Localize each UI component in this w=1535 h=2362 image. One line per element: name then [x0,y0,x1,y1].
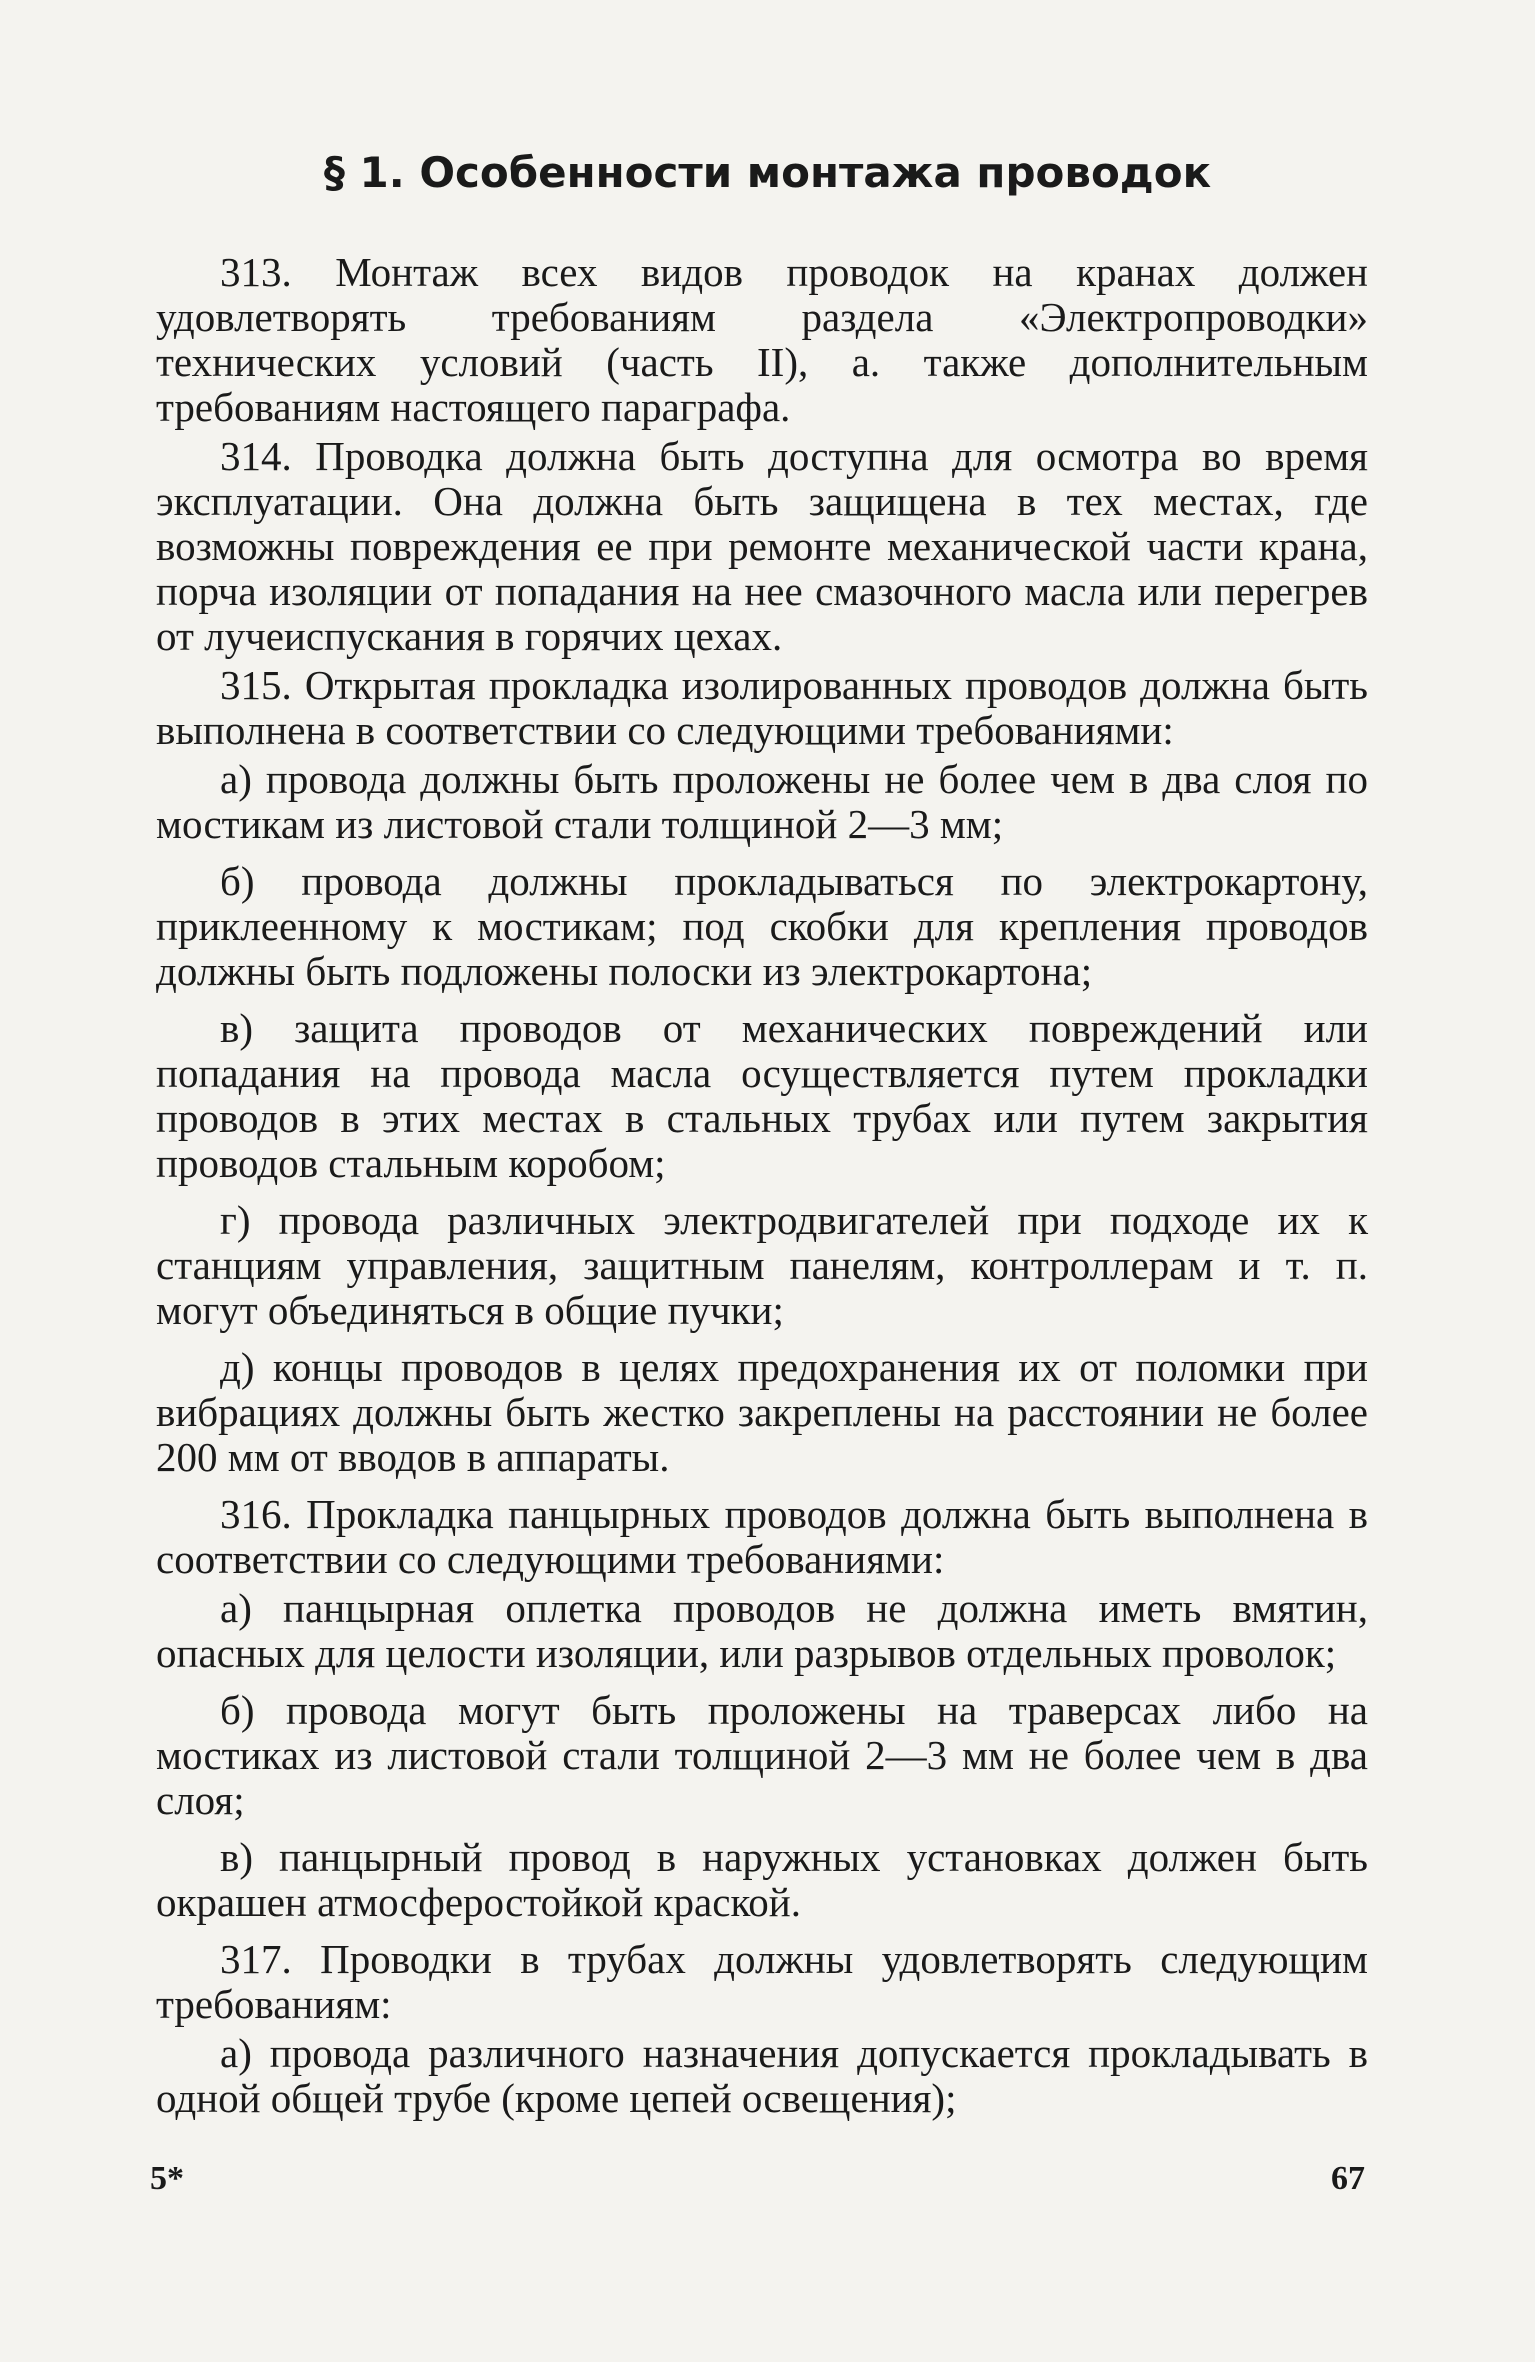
list-item-315-g: г) провода различных электродвигателей при подходе их к станциям управления, защитным панелям, контроллерам и т. п. могут объединяться в общие пучки; [156,1197,1368,1333]
signature-mark: 5* [150,2160,184,2197]
paragraph-317: 317. Проводки в трубах должны удовлетворять следующим требованиям: [156,1936,1368,2027]
paragraph-313: 313. Монтаж всех видов проводок на кранах должен удовлетворять требованиям раздела «Электропроводки» технических условий (часть II), а. также дополнительным требованиям настоящего параграфа. [156,249,1368,430]
list-item-315-a: а) провода должны быть проложены не более чем в два слоя по мостикам из листовой стали толщиной 2—3 мм; [156,756,1368,847]
list-item-316-v: в) панцырный провод в наружных установках должен быть окрашен атмосферостойкой краской. [156,1834,1368,1925]
list-item-315-b: б) провода должны прокладываться по электрокартону, приклеенному к мостикам; под скобки для крепления проводов должны быть подложены полоски из электрокартона; [156,858,1368,994]
list-item-316-b: б) провода могут быть проложены на траверсах либо на мостиках из листовой стали толщиной 2—3 мм не более чем в два слоя; [156,1687,1368,1823]
list-item-315-v: в) защита проводов от механических повреждений или попадания на провода масла осуществляется путем прокладки проводов в этих местах в стальных трубах или путем закрытия проводов стальным коробом; [156,1005,1368,1186]
list-item-317-a: а) провода различного назначения допускается прокладывать в одной общей трубе (кроме цепей освещения); [156,2030,1368,2121]
list-item-316-a: а) панцырная оплетка проводов не должна иметь вмятин, опасных для целости изоляции, или разрывов отдельных проволок; [156,1585,1368,1676]
paragraph-314: 314. Проводка должна быть доступна для осмотра во время эксплуатации. Она должна быть защищена в тех местах, где возможны повреждения ее при ремонте механической части крана, порча изоляции от попадания на нее смазочного масла или перегрев от лучеиспускания в горячих цехах. [156,433,1368,659]
paragraph-316: 316. Прокладка панцырных проводов должна быть выполнена в соответствии со следующими требованиями: [156,1491,1368,1582]
body-text [156,250,1368,2133]
section-heading: § 1. Особенности монтажа проводок [323,148,1212,197]
list-item-315-d: д) концы проводов в целях предохранения их от поломки при вибрациях должны быть жестко закреплены на расстоянии не более 200 мм от вводов в аппараты. [156,1344,1368,1480]
paragraph-315: 315. Открытая прокладка изолированных проводов должна быть выполнена в соответствии со следующими требованиями: [156,662,1368,753]
page-number: 67 [1331,2160,1365,2197]
